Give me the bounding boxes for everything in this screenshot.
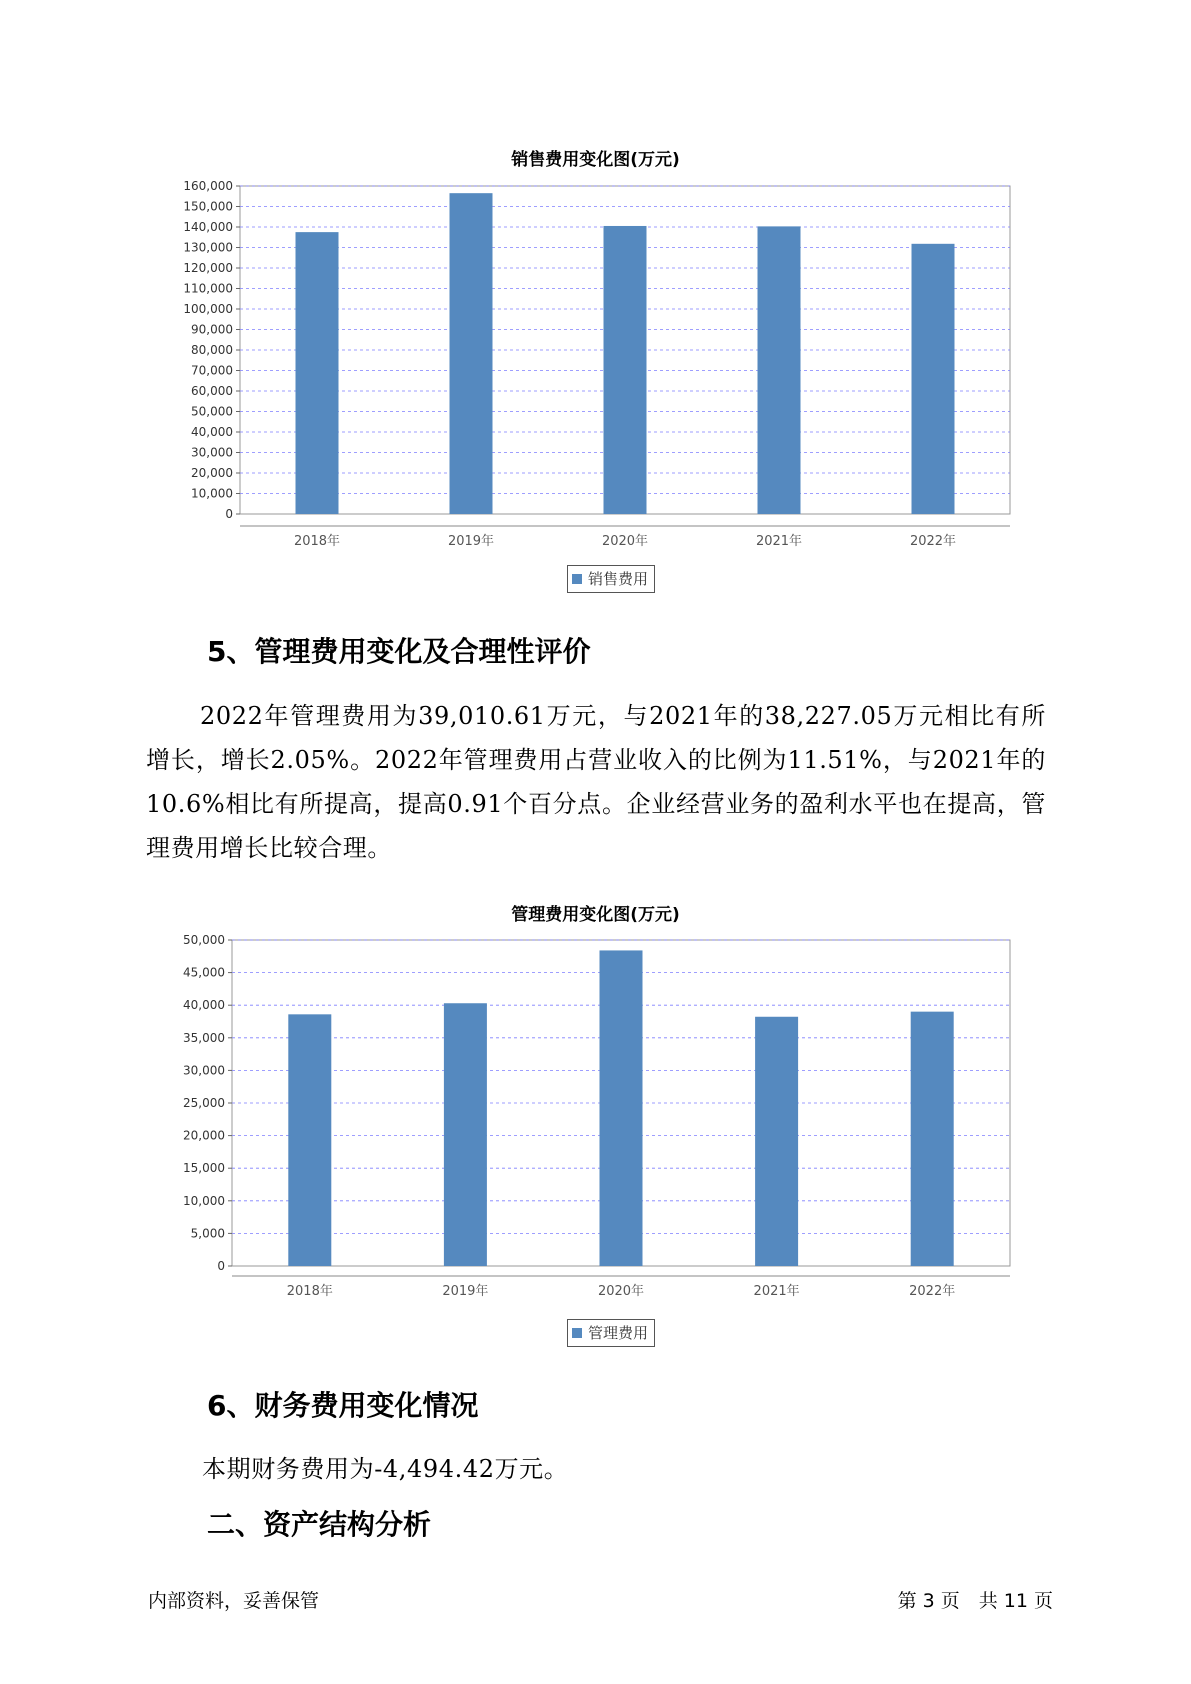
admin-expense-chart — [0, 900, 1191, 1320]
x-tick-label: 2019年 — [442, 1284, 489, 1299]
x-tick-label: 2018年 — [293, 534, 341, 549]
y-tick-label: 50,000 — [191, 404, 233, 419]
bar-2021年 — [755, 1017, 798, 1266]
admin-expense-legend — [567, 1319, 655, 1347]
section5-heading: 5、管理费用变化及合理性评价 — [207, 635, 591, 668]
bar-2022年 — [912, 244, 955, 514]
bar-2020年 — [604, 226, 647, 514]
legend-label-sales: 销售费用 — [588, 570, 649, 588]
x-tick-label: 2022年 — [909, 534, 957, 549]
x-tick-label: 2020年 — [601, 534, 649, 549]
y-tick-label: 90,000 — [191, 322, 233, 337]
bar-2018年 — [288, 1014, 331, 1266]
bar-2018年 — [296, 232, 339, 514]
y-tick-label: 20,000 — [191, 466, 233, 480]
section6-heading: 6、财务费用变化情况 — [207, 1389, 479, 1422]
y-tick-label: 40,000 — [183, 998, 225, 1013]
y-tick-label: 60,000 — [191, 384, 233, 398]
x-tick-label: 2018年 — [286, 1284, 333, 1299]
y-tick-label: 10,000 — [191, 486, 233, 501]
bar-2022年 — [911, 1012, 954, 1266]
admin-expense-chart-title: 管理费用变化图(万元) — [511, 905, 680, 925]
x-tick-label: 2019年 — [447, 534, 495, 549]
y-tick-label: 150,000 — [183, 199, 233, 214]
y-tick-label: 15,000 — [183, 1161, 225, 1176]
y-tick-label: 40,000 — [191, 425, 233, 439]
footer-confidential: 内部资料，妥善保管 — [148, 1590, 320, 1612]
legend-swatch-sales — [572, 574, 582, 584]
x-tick-label: 2021年 — [753, 1284, 800, 1299]
x-tick-label: 2020年 — [597, 1284, 645, 1299]
y-tick-label: 160,000 — [183, 179, 233, 193]
y-tick-label: 0 — [217, 1259, 225, 1273]
y-tick-label: 80,000 — [191, 343, 233, 357]
bar-2019年 — [444, 1003, 487, 1266]
y-tick-label: 35,000 — [183, 1030, 225, 1045]
y-tick-label: 20,000 — [183, 1128, 225, 1143]
y-tick-label: 10,000 — [183, 1193, 225, 1208]
bar-2020年 — [600, 950, 643, 1266]
bar-2019年 — [450, 193, 493, 514]
y-tick-label: 110,000 — [183, 281, 233, 296]
section6-text: 本期财务费用为-4,494.42万元。 — [202, 1455, 569, 1483]
x-tick-label: 2022年 — [909, 1284, 956, 1299]
section5-paragraph: 2022年管理费用为39,010.61万元，与2021年的38,227.05万元相比有所增长，增长2.05%。2022年管理费用占营业收入的比例为11.51%，与2021年的10.6%相比有所提高，提高0.91个百分点。企业经营业务的盈利水平也在提高，管理费用增长比较合理。 — [146, 702, 1046, 862]
bar-2021年 — [758, 226, 801, 514]
y-tick-label: 140,000 — [183, 220, 233, 234]
legend-label-admin: 管理费用 — [588, 1324, 649, 1342]
sales-expense-chart — [0, 0, 1191, 560]
y-tick-label: 30,000 — [183, 1063, 225, 1078]
sales-expense-chart-title: 销售费用变化图(万元) — [511, 150, 680, 170]
y-tick-label: 50,000 — [183, 933, 225, 947]
y-tick-label: 25,000 — [183, 1096, 225, 1110]
y-tick-label: 120,000 — [183, 261, 233, 275]
x-tick-label: 2021年 — [755, 534, 803, 549]
y-tick-label: 45,000 — [183, 965, 225, 980]
y-tick-label: 130,000 — [183, 240, 233, 255]
legend-swatch-admin — [572, 1328, 582, 1338]
section-two-heading: 二、资产结构分析 — [207, 1508, 432, 1541]
sales-expense-legend — [567, 565, 655, 593]
y-tick-label: 5,000 — [190, 1226, 225, 1241]
y-tick-label: 0 — [225, 507, 233, 521]
y-tick-label: 70,000 — [191, 363, 233, 378]
y-tick-label: 30,000 — [191, 445, 233, 460]
footer-page-number: 第 3 页 共 11 页 — [897, 1590, 1053, 1612]
y-tick-label: 100,000 — [183, 302, 233, 316]
